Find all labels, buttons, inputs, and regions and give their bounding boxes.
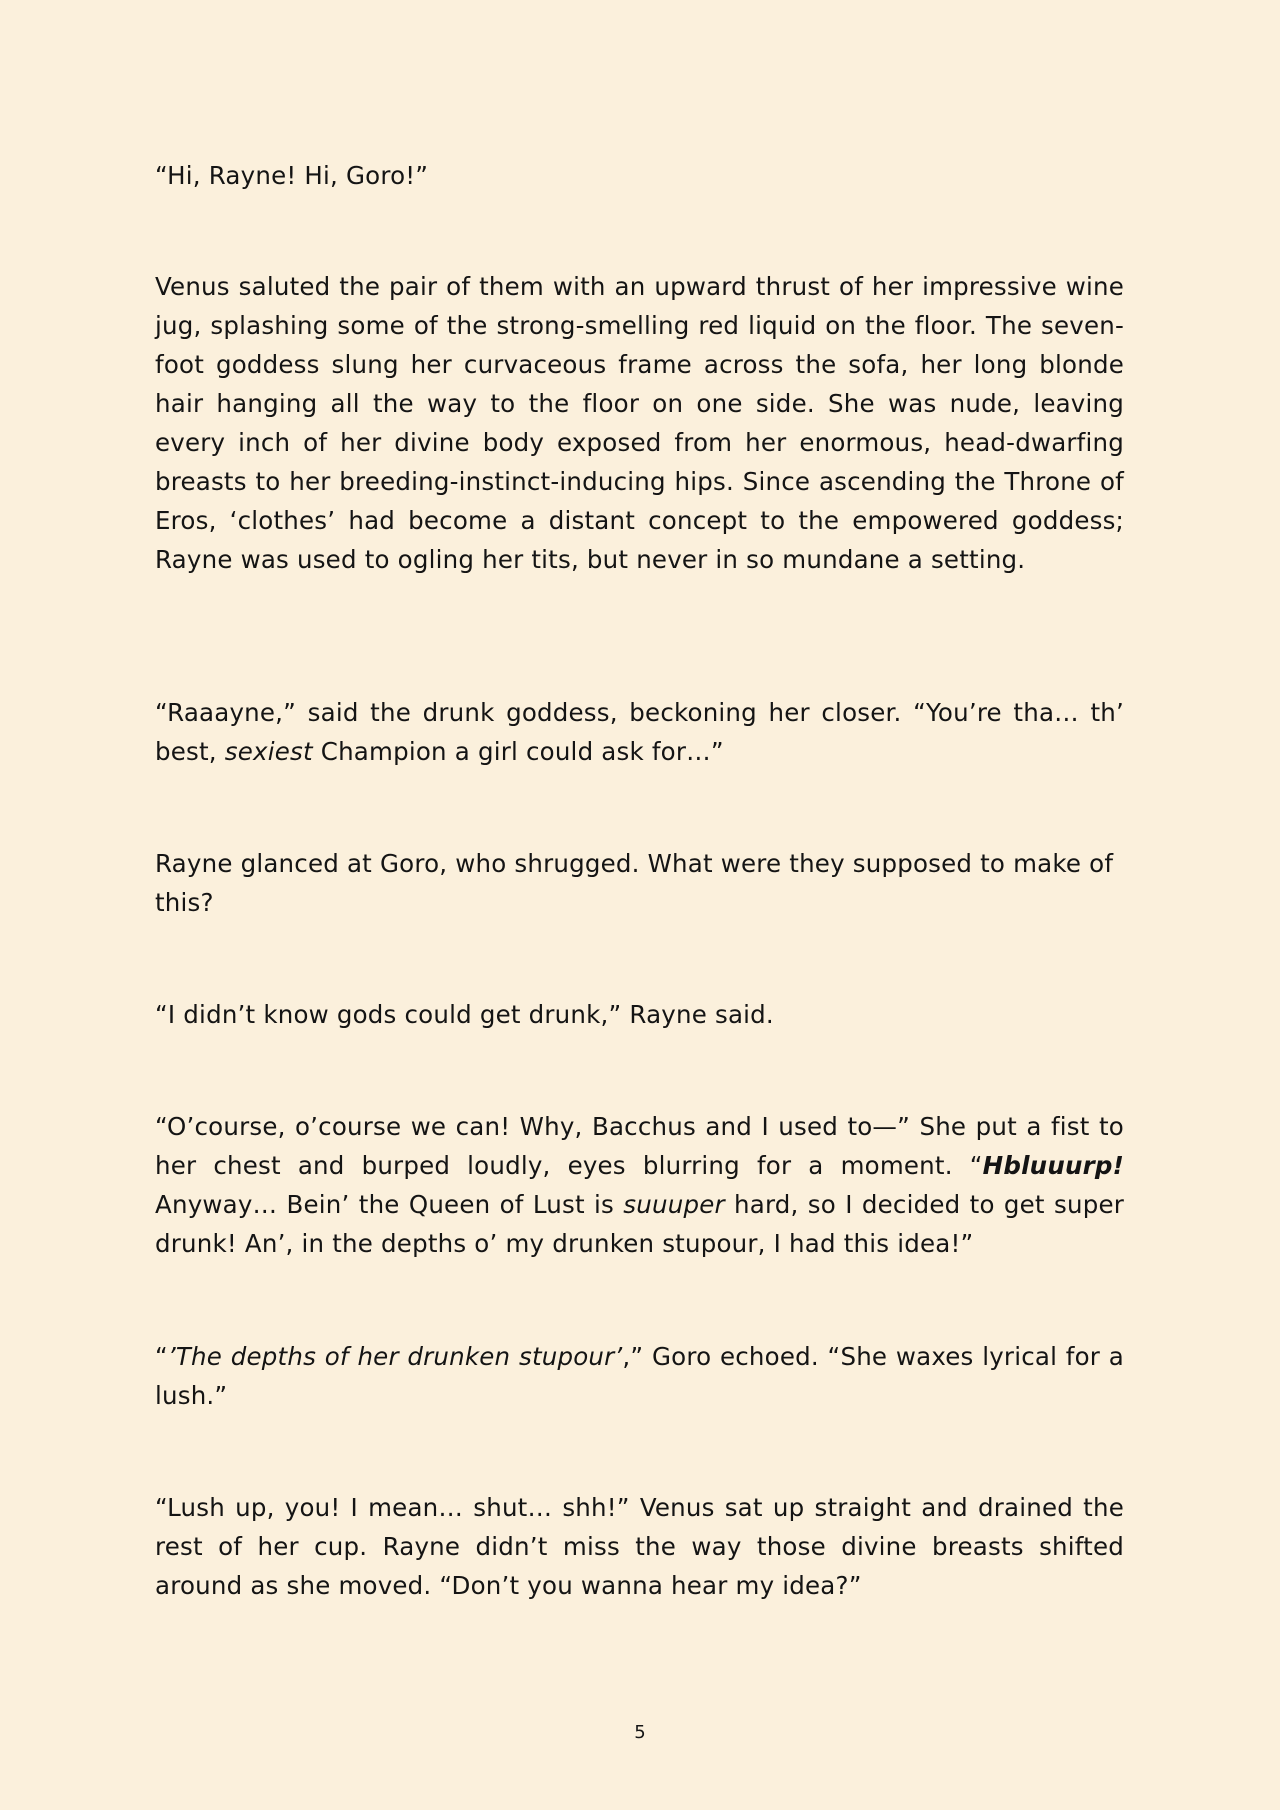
text-segment: “Lush up, you! I mean… shut… shh!” Venus sat up straight and drained the rest of her cup. Rayne didn’t miss the way those divine breasts shifted around as she moved. “Don’t you wanna hear my idea?” [155, 1493, 1124, 1600]
text-segment: “ [155, 1342, 168, 1371]
paragraph [155, 693, 1124, 771]
emphasized-text: Hbluuurp! [982, 1151, 1124, 1180]
page-number: 5 [634, 1722, 646, 1743]
paragraph [155, 995, 1124, 1034]
text-segment: ,” Goro echoed. “She waxes lyrical for a lush.” [155, 1342, 1124, 1410]
text-segment: Anyway… Bein’ the Queen of Lust is [155, 1190, 624, 1219]
text-segment: “I didn’t know gods could get drunk,” Rayne said. [155, 1000, 774, 1029]
text-segment: Rayne glanced at Goro, who shrugged. What were they supposed to make of this? [155, 849, 1114, 917]
paragraph [155, 1107, 1124, 1263]
emphasized-text: sexiest [224, 737, 313, 766]
text-segment: “O’course, o’course we can! Why, Bacchus and I used to—” She put a fist to her chest and burped loudly, eyes blurring for a moment. “ [155, 1112, 1124, 1180]
emphasized-text: suuuper [623, 1190, 725, 1219]
paragraph [155, 267, 1124, 579]
text-segment: “Raaayne,” said the drunk goddess, beckoning her closer. “You’re tha… th’ best, [155, 698, 1124, 766]
emphasized-text: ’The depths of her drunken stupour’ [167, 1342, 623, 1371]
paragraph [155, 156, 1124, 195]
text-segment: Venus saluted the pair of them with an upward thrust of her impressive wine jug, splashing some of the strong-smelling red liquid on the floor. The seven-foot goddess slung her curvaceous frame across the sofa, her long blonde hair hanging all the way to the floor on one side. She was nude, leaving every inch of her divine body exposed from her enormous, head-dwarfing breasts to her breeding-instinct-inducing hips. Since ascending the Throne of Eros, ‘clothes’ had become a distant concept to the empowered goddess; Rayne was used to ogling her tits, but never in so mundane a setting. [155, 272, 1124, 574]
paragraph [155, 1337, 1124, 1415]
text-segment: hard, so I decided to get super drunk! An’, in the depths o’ my drunken stupour, I had this idea!” [155, 1190, 1124, 1258]
paragraph [155, 844, 1124, 922]
paragraph [155, 1488, 1124, 1605]
text-segment: “Hi, Rayne! Hi, Goro!” [155, 161, 429, 190]
text-segment: Champion a girl could ask for…” [312, 737, 724, 766]
